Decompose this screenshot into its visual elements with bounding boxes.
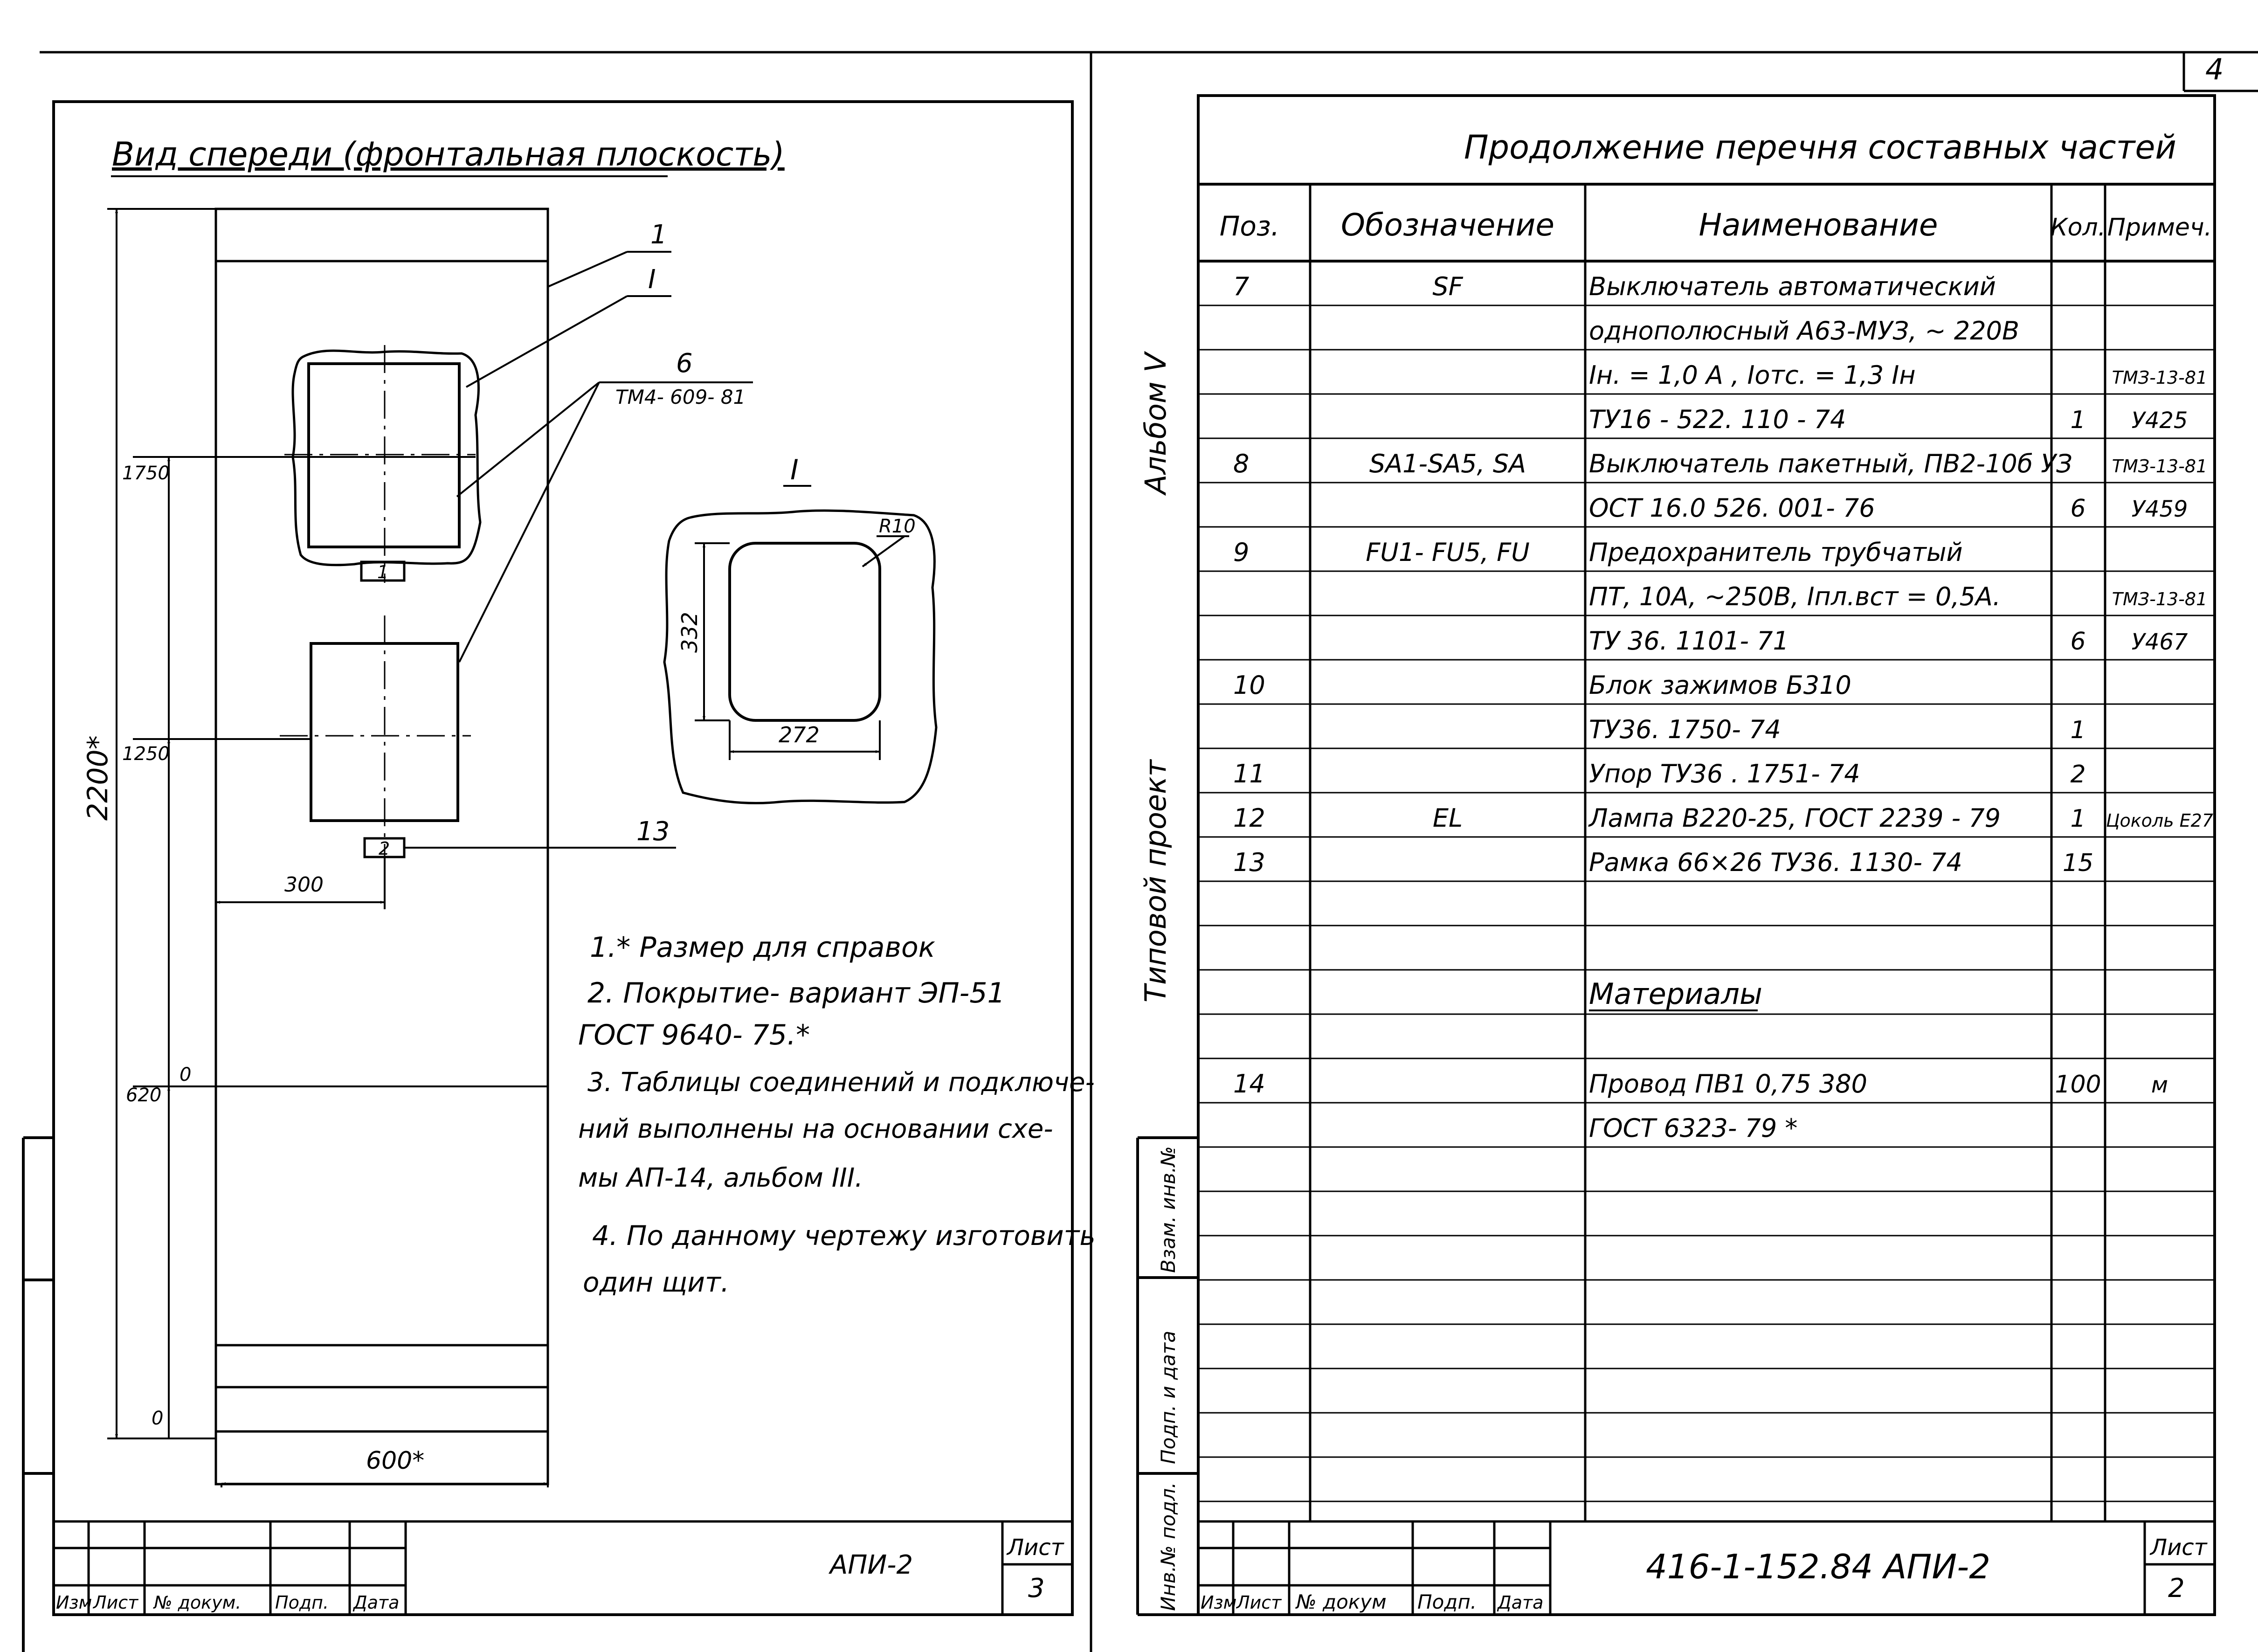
- sheet-number: 2: [2168, 1573, 2185, 1604]
- dim-600: 600*: [366, 1447, 425, 1475]
- page-number: 4: [2205, 52, 2224, 86]
- stamp-list: Лист: [93, 1592, 138, 1613]
- row-name: Лампа В220-25, ГОСТ 2239 - 79: [1589, 803, 2001, 833]
- note-line: ГОСТ 9640- 75.*: [578, 1019, 810, 1051]
- header-qty: Кол.: [2050, 214, 2106, 242]
- callout-6-ref: ТМ4- 609- 81: [615, 386, 746, 408]
- row-name: ПТ, 10А, ~250В, Іпл.вст = 0,5А.: [1589, 582, 2001, 611]
- note-line: 3. Таблицы соединений и подключе-: [587, 1067, 1095, 1098]
- plate-2-label: 2: [379, 838, 390, 859]
- row-note: У467: [2131, 629, 2188, 655]
- row-name: Провод ПВ1 0,75 380: [1589, 1069, 1867, 1099]
- row-pos: 12: [1233, 803, 1265, 833]
- stamp-podp: Подп.: [1417, 1590, 1477, 1613]
- sheet-number: 3: [1028, 1573, 1045, 1604]
- dim-2200: 2200*: [82, 735, 114, 821]
- stamp-izm: Изм: [1201, 1592, 1237, 1613]
- row-name: Блок зажимов Б310: [1589, 670, 1851, 700]
- row-name: однополюсный А63-МУЗ, ~ 220В: [1589, 316, 2020, 346]
- row-qty: 1: [2070, 716, 2086, 744]
- row-designation: SA1-SA5, SA: [1369, 449, 1526, 478]
- notes: [578, 931, 1096, 1298]
- stamp-data: Дата: [353, 1592, 400, 1613]
- spec-table: [1198, 184, 2215, 1521]
- row-pos: 8: [1233, 449, 1250, 478]
- detail-radius: R10: [879, 516, 916, 537]
- view-title: Вид спереди (фронтальная плоскость): [112, 135, 785, 173]
- stamp-data: Дата: [1498, 1592, 1544, 1613]
- row-designation: SF: [1432, 272, 1463, 301]
- side-project: Типовой проект: [1139, 760, 1173, 1002]
- detail-I: [664, 454, 936, 803]
- detail-seal: [664, 511, 936, 803]
- row-pos: 10: [1233, 670, 1265, 700]
- row-note: ТМЗ-13-81: [2112, 589, 2208, 609]
- dim-zero-bottom: 0: [152, 1408, 164, 1429]
- header-note: Примеч.: [2107, 214, 2212, 242]
- row-name: Выключатель пакетный, ПВ2-10б УЗ: [1589, 449, 2072, 478]
- note-line: 4. По данному чертежу изготовить: [592, 1220, 1096, 1251]
- note-line: 1.* Размер для справок: [590, 931, 935, 964]
- callout-13: 13: [636, 816, 670, 847]
- note-line: ний выполнены на основании схе-: [578, 1114, 1053, 1144]
- row-pos: 14: [1233, 1069, 1265, 1099]
- header-pos: Поз.: [1219, 210, 1280, 242]
- row-note: ТМЗ-13-81: [2112, 456, 2208, 477]
- row-qty: 1: [2070, 805, 2086, 833]
- row-qty: 1: [2070, 406, 2086, 434]
- callout-I: I: [648, 264, 656, 295]
- row-name: ГОСТ 6323- 79 *: [1589, 1113, 1798, 1143]
- note-line: 2. Покрытие- вариант ЭП-51: [587, 977, 1005, 1009]
- detail-height: 332: [677, 612, 702, 653]
- row-name: Материалы: [1589, 977, 1762, 1011]
- row-pos: 13: [1233, 848, 1265, 877]
- row-name: Ін. = 1,0 А , Іотс. = 1,3 Ін: [1589, 360, 1916, 390]
- row-qty: 6: [2070, 495, 2086, 523]
- dim-zero-mark: 0: [180, 1064, 192, 1085]
- table-title: Продолжение перечня составных частей: [1464, 128, 2176, 166]
- dim-1750: 1750: [122, 463, 170, 484]
- side-field-vzam: Взам. инв.№: [1157, 1146, 1180, 1273]
- stamp-podp: Подп.: [275, 1592, 329, 1613]
- row-qty: 100: [2055, 1071, 2101, 1099]
- row-note: У459: [2131, 496, 2188, 522]
- vertical-dimensions: [107, 209, 548, 1438]
- note-line: мы АП-14, альбом III.: [578, 1163, 863, 1193]
- row-pos: 7: [1233, 272, 1250, 301]
- side-field-podp: Подп. и дата: [1157, 1330, 1180, 1464]
- row-name: ТУ16 - 522. 110 - 74: [1589, 405, 1846, 434]
- row-note: ТМЗ-13-81: [2112, 367, 2208, 388]
- header-name: Наименование: [1699, 207, 1938, 243]
- sheet-label: Лист: [1007, 1534, 1064, 1561]
- detail-label: I: [790, 454, 799, 486]
- row-note: м: [2151, 1072, 2168, 1098]
- callout-6: 6: [676, 348, 693, 379]
- row-qty: 6: [2070, 628, 2086, 656]
- stamp-list: Лист: [1236, 1592, 1282, 1613]
- row-note: Цоколь Е27: [2106, 810, 2214, 831]
- row-name: ТУ36. 1750- 74: [1589, 715, 1781, 744]
- callout-1: 1: [650, 220, 667, 250]
- row-pos: 9: [1233, 538, 1250, 567]
- row-name: ОСТ 16.0 526. 001- 76: [1589, 493, 1875, 523]
- row-pos: 11: [1233, 759, 1265, 788]
- row-qty: 15: [2062, 849, 2094, 877]
- drawing-code: 416-1-152.84 АПИ-2: [1646, 1547, 1991, 1586]
- horizontal-dimensions: [216, 857, 548, 1487]
- detail-width: 272: [779, 722, 820, 747]
- note-line: один щит.: [583, 1266, 730, 1298]
- dim-300: 300: [284, 873, 324, 897]
- drawing-code: АПИ-2: [830, 1550, 913, 1580]
- stamp-izm: Изм: [56, 1592, 92, 1613]
- stamp-doc: № докум: [1296, 1590, 1387, 1613]
- row-name: Рамка 66×26 ТУ36. 1130- 74: [1589, 848, 1962, 877]
- sheet-label: Лист: [2150, 1534, 2207, 1561]
- stamp-doc: № докум.: [154, 1592, 242, 1613]
- header-designation: Обозначение: [1341, 207, 1554, 243]
- row-name: Предохранитель трубчатый: [1589, 538, 1963, 567]
- row-designation: EL: [1432, 803, 1463, 833]
- side-album: Альбом V: [1139, 353, 1173, 494]
- row-qty: 2: [2070, 760, 2086, 788]
- row-name: Выключатель автоматический: [1589, 272, 1996, 301]
- plate-1-label: 1: [377, 562, 389, 582]
- row-name: Упор ТУ36 . 1751- 74: [1589, 759, 1860, 788]
- row-name: ТУ 36. 1101- 71: [1589, 626, 1789, 656]
- row-designation: FU1- FU5, FU: [1366, 538, 1530, 567]
- dim-1250: 1250: [122, 743, 170, 765]
- dim-620: 620: [126, 1085, 162, 1106]
- detail-window: [730, 543, 880, 720]
- row-note: У425: [2131, 408, 2188, 434]
- side-field-inv: Инв.№ подл.: [1157, 1482, 1180, 1611]
